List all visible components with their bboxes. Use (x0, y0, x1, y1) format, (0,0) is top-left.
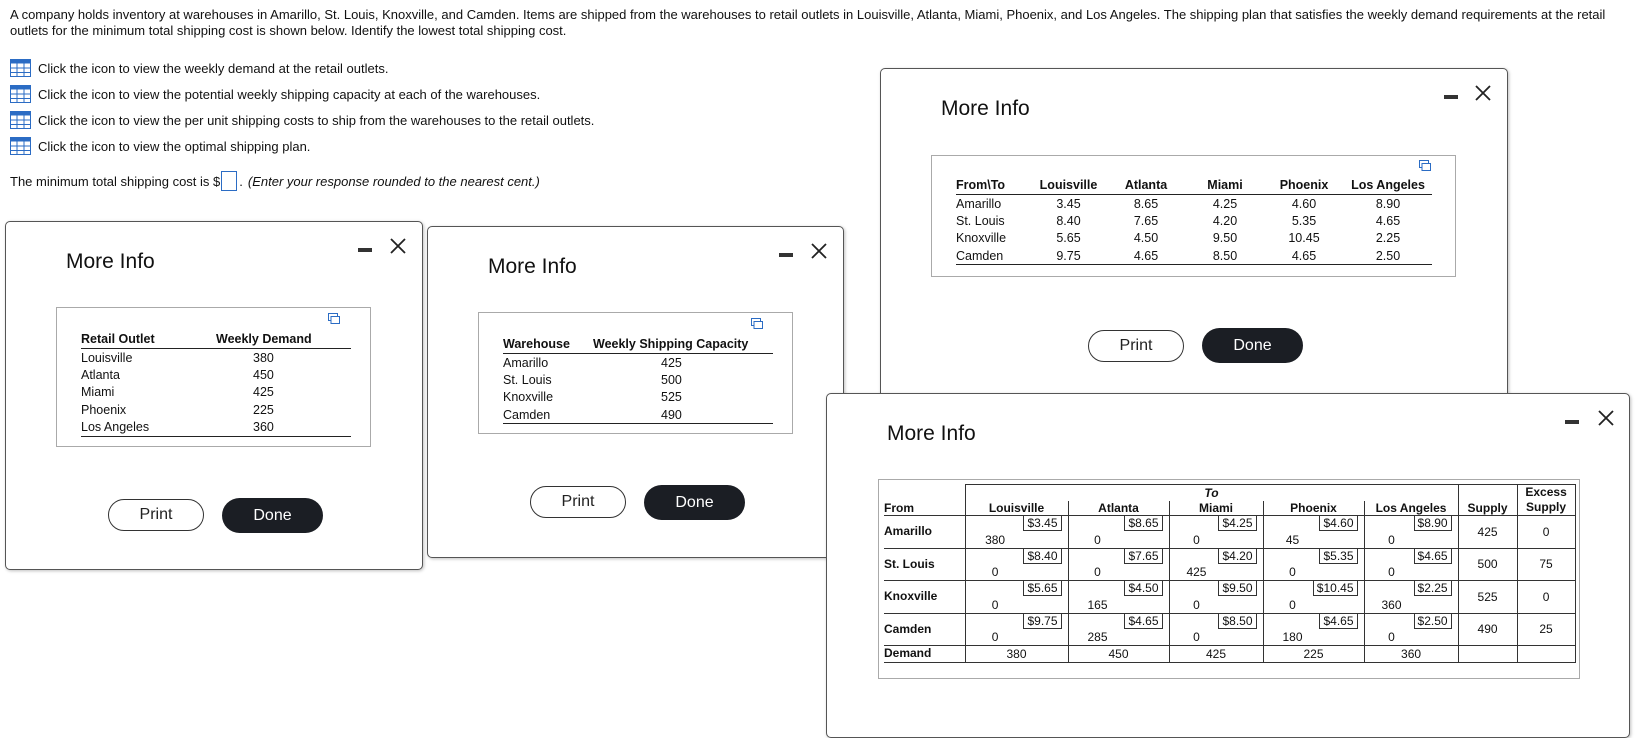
dest-header: Atlanta (1068, 501, 1169, 516)
ship-qty: 0 (1094, 532, 1101, 547)
dialog-title: More Info (66, 250, 155, 273)
unit-cost: $4.25 (1218, 516, 1256, 531)
ship-qty: 0 (1094, 565, 1101, 579)
minimize-icon[interactable] (1444, 95, 1458, 99)
ship-qty: 0 (991, 597, 999, 612)
empty-cell (1458, 646, 1517, 663)
cell: 4.60 (1291, 196, 1317, 211)
supply-value: 490 (1458, 613, 1517, 646)
cell: Knoxville (956, 231, 1007, 246)
cell: Amarillo (503, 355, 549, 370)
dest-header: Los Angeles (1364, 501, 1458, 516)
cell: Louisville (81, 350, 133, 365)
unit-cost: $2.50 (1414, 614, 1452, 629)
ship-qty: 0 (1388, 565, 1395, 579)
cell: Miami (81, 385, 115, 400)
cell: Knoxville (503, 390, 554, 405)
unit-cost: $4.60 (1319, 516, 1357, 531)
cell: Camden (956, 247, 1031, 265)
plan-table (884, 484, 1576, 663)
excess-value: 25 (1517, 613, 1575, 646)
dest-header: Phoenix (1263, 501, 1364, 516)
cell: 5.35 (1291, 213, 1317, 228)
ship-qty: 425 (1186, 565, 1207, 579)
plan-dialog (826, 393, 1630, 738)
supply-header: Supply (1458, 501, 1517, 516)
ship-qty: 0 (1388, 630, 1395, 644)
plan-cell (1169, 613, 1263, 646)
plan-cell (1068, 516, 1169, 549)
done-button[interactable]: Done (644, 485, 745, 520)
unit-cost: $5.35 (1319, 549, 1357, 564)
plan-cell (1068, 581, 1169, 614)
unit-cost: $9.50 (1218, 581, 1256, 596)
unit-cost: $4.65 (1124, 614, 1162, 629)
link-shipping-capacity[interactable] (10, 81, 594, 107)
answer-input[interactable] (221, 171, 237, 191)
unit-cost: $8.65 (1124, 516, 1162, 531)
print-button[interactable]: Print (530, 486, 626, 518)
cell: 2.50 (1344, 247, 1432, 265)
cell: 360 (216, 419, 351, 437)
answer-hint: (Enter your response rounded to the nearest cent.) (247, 173, 540, 189)
unit-cost: $8.40 (1023, 549, 1061, 564)
unit-cost: $4.65 (1414, 549, 1452, 564)
minimize-icon[interactable] (779, 253, 793, 257)
cell: 5.65 (1056, 231, 1081, 246)
row-label: Camden (884, 613, 965, 646)
to-label: To (965, 485, 1458, 501)
unit-cost: $9.75 (1023, 614, 1061, 629)
ship-qty: 380 (985, 532, 1006, 547)
cell: 380 (253, 350, 274, 365)
answer-suffix: . (239, 173, 243, 189)
empty-cell (1517, 646, 1575, 663)
table-icon[interactable] (10, 137, 31, 155)
answer-prefix: The minimum total shipping cost is $ (10, 173, 221, 189)
table-icon[interactable] (10, 85, 31, 103)
cell: 8.50 (1186, 247, 1264, 265)
plan-cell (1364, 548, 1458, 581)
table-icon[interactable] (10, 59, 31, 77)
col-header: Phoenix (1264, 177, 1344, 195)
row-label: Amarillo (884, 516, 965, 549)
plan-cell (1364, 516, 1458, 549)
cell: 4.20 (1212, 213, 1238, 228)
ship-qty: 45 (1285, 532, 1300, 547)
unit-cost: $2.25 (1414, 581, 1452, 596)
dest-header: Miami (1169, 501, 1263, 516)
close-icon[interactable] (810, 242, 828, 260)
plan-cell (1068, 613, 1169, 646)
ship-qty: 0 (1193, 630, 1200, 644)
col-header: Weekly Demand (216, 331, 351, 349)
cell: 9.75 (1031, 247, 1106, 265)
excess-value: 75 (1517, 548, 1575, 581)
demand-row (884, 646, 1575, 663)
cell: Camden (503, 406, 593, 424)
demand-value: 450 (1068, 646, 1169, 663)
unit-cost: $3.45 (1023, 516, 1061, 531)
ship-qty: 360 (1381, 597, 1402, 612)
dialog-title: More Info (941, 97, 1030, 120)
plan-cell (965, 613, 1068, 646)
plan-cell (1364, 613, 1458, 646)
supply-value: 525 (1458, 581, 1517, 614)
cell: 4.65 (1106, 247, 1186, 265)
ship-qty: 0 (991, 565, 999, 579)
cell: 490 (593, 406, 773, 424)
cell: 4.65 (1375, 213, 1401, 228)
demand-value: 360 (1364, 646, 1458, 663)
row-label: Knoxville (884, 581, 965, 614)
col-header: Weekly Shipping Capacity (593, 336, 773, 354)
ship-qty: 0 (991, 630, 999, 644)
cost-dialog (880, 68, 1508, 408)
info-links (10, 55, 594, 159)
problem-statement: A company holds inventory at warehouses in Amarillo, St. Louis, Knoxville, and Camden. Items are shipped from the warehouses to retail outlets in Louisville, Atlanta, Miami, Phoenix, and Los Angeles. The shipping plan that satisfies the weekly demand requirements at the retail outlets for the minimum total shipping cost is shown below. Identify the lowest total shipping cost. (10, 7, 1606, 38)
link-shipping-costs[interactable] (10, 107, 594, 133)
link-text: Click the icon to view the weekly demand at the retail outlets. (38, 60, 389, 76)
col-header: From\To (956, 177, 1031, 195)
plan-cell (965, 581, 1068, 614)
ship-qty: 180 (1282, 630, 1303, 644)
table-row (884, 581, 1575, 614)
cell: 4.65 (1264, 247, 1344, 265)
link-weekly-demand[interactable] (10, 55, 594, 81)
capacity-dialog (427, 226, 844, 558)
cell: 10.45 (1288, 231, 1320, 246)
answer-line (10, 171, 540, 191)
unit-cost: $5.65 (1023, 581, 1061, 596)
cost-table (956, 177, 1432, 265)
col-header: Miami (1186, 177, 1264, 195)
table-icon[interactable] (10, 111, 31, 129)
unit-cost: $8.90 (1414, 516, 1452, 531)
plan-cell (1169, 516, 1263, 549)
popout-icon[interactable] (328, 313, 340, 324)
ship-qty: 0 (1193, 597, 1200, 612)
cell: Atlanta (81, 367, 120, 382)
done-button[interactable]: Done (1202, 328, 1303, 363)
cell: 8.40 (1056, 213, 1081, 228)
ship-qty: 0 (1289, 565, 1296, 579)
cell: 4.50 (1133, 231, 1159, 246)
corner-cell (884, 485, 965, 501)
unit-cost: $8.50 (1218, 614, 1256, 629)
unit-cost: $4.65 (1319, 614, 1357, 629)
unit-cost: $10.45 (1313, 581, 1358, 596)
col-header: Retail Outlet (81, 331, 216, 349)
cell: Amarillo (956, 196, 1002, 211)
supply-value: 500 (1458, 548, 1517, 581)
cell: 225 (253, 402, 274, 417)
table-row (884, 516, 1575, 549)
col-header: Los Angeles (1344, 177, 1432, 195)
dialog-title: More Info (887, 422, 976, 445)
cell: 525 (661, 390, 682, 405)
ship-qty: 285 (1087, 630, 1108, 644)
row-label: St. Louis (884, 548, 965, 581)
dest-header: Louisville (965, 501, 1068, 516)
cell: St. Louis (503, 372, 552, 387)
cell: 9.50 (1212, 231, 1238, 246)
unit-cost: $7.65 (1124, 549, 1162, 564)
close-icon[interactable] (389, 237, 407, 255)
cell: Los Angeles (81, 419, 216, 437)
capacity-table (503, 336, 773, 424)
unit-cost: $4.50 (1124, 581, 1162, 596)
cell: 4.25 (1212, 196, 1238, 211)
cell: 8.65 (1133, 196, 1159, 211)
table-row (884, 613, 1575, 646)
cell: 450 (253, 367, 274, 382)
plan-cell (1263, 581, 1364, 614)
from-label: From (884, 501, 965, 516)
link-text: Click the icon to view the per unit shipping costs to ship from the warehouses to the retail outlets. (38, 112, 595, 128)
plan-cell (1263, 613, 1364, 646)
cell: 425 (253, 385, 274, 400)
popout-icon[interactable] (751, 318, 763, 329)
minimize-icon[interactable] (1565, 420, 1579, 424)
plan-cell (1364, 581, 1458, 614)
print-button[interactable]: Print (108, 499, 204, 531)
excess-value: 0 (1517, 516, 1575, 549)
excess-value: 0 (1517, 581, 1575, 614)
close-icon[interactable] (1597, 409, 1615, 427)
link-text: Click the icon to view the optimal shipping plan. (38, 138, 311, 154)
cell: 8.90 (1375, 196, 1401, 211)
col-header: Atlanta (1106, 177, 1186, 195)
col-header: Warehouse (503, 336, 593, 354)
row-label: Demand (884, 646, 965, 663)
demand-value: 425 (1169, 646, 1263, 663)
plan-cell (1169, 581, 1263, 614)
plan-cell (965, 548, 1068, 581)
plan-cell (965, 516, 1068, 549)
excess-header: Excess Supply (1517, 485, 1575, 516)
demand-value: 380 (965, 646, 1068, 663)
col-header: Louisville (1031, 177, 1106, 195)
close-icon[interactable] (1474, 84, 1492, 102)
cell: 2.25 (1375, 231, 1401, 246)
cell: 3.45 (1056, 196, 1081, 211)
cell: 425 (661, 355, 682, 370)
dialog-title: More Info (488, 255, 577, 278)
table-row (884, 548, 1575, 581)
supply-value: 425 (1458, 516, 1517, 549)
done-button[interactable]: Done (222, 498, 323, 533)
ship-qty: 0 (1388, 532, 1395, 547)
unit-cost: $4.20 (1218, 549, 1256, 564)
cell: 7.65 (1133, 213, 1159, 228)
cell: St. Louis (956, 213, 1005, 228)
link-text: Click the icon to view the potential weekly shipping capacity at each of the warehouses. (38, 86, 541, 102)
plan-cell (1263, 548, 1364, 581)
supply-header-top (1458, 485, 1517, 501)
demand-value: 225 (1263, 646, 1364, 663)
plan-cell (1263, 516, 1364, 549)
minimize-icon[interactable] (358, 248, 372, 252)
print-button[interactable]: Print (1088, 330, 1184, 362)
ship-qty: 0 (1193, 532, 1200, 547)
popout-icon[interactable] (1419, 160, 1431, 171)
cell: Phoenix (81, 402, 127, 417)
ship-qty: 0 (1289, 597, 1296, 612)
link-optimal-plan[interactable] (10, 133, 594, 159)
plan-cell (1169, 548, 1263, 581)
plan-cell (1068, 548, 1169, 581)
ship-qty: 165 (1087, 597, 1108, 612)
demand-dialog (5, 221, 423, 570)
cell: 500 (661, 372, 682, 387)
demand-table (81, 331, 351, 437)
